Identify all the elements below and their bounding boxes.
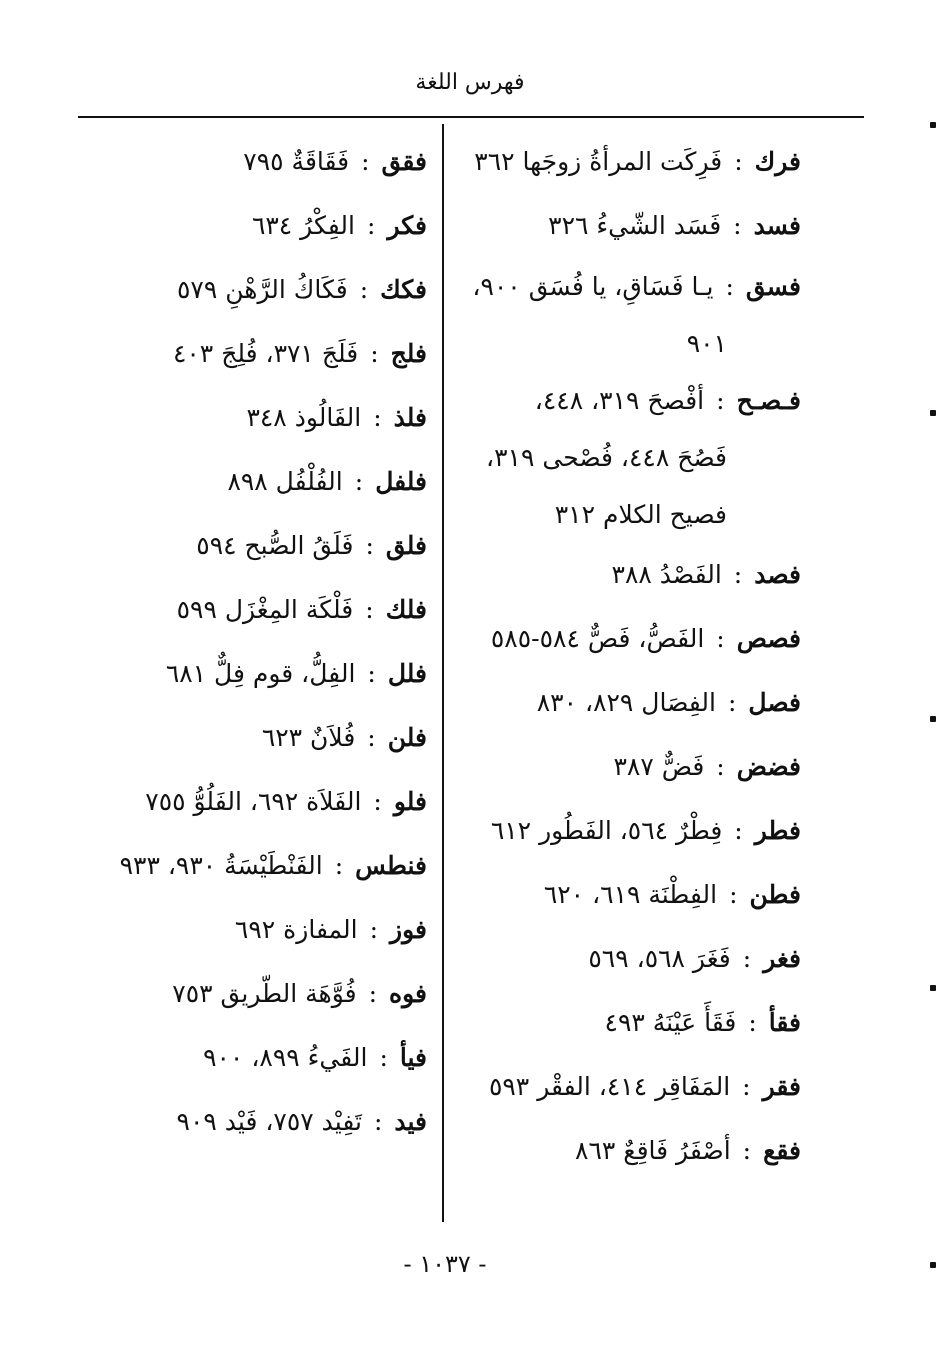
entry-text: الفُلْفُل ٨٩٨ <box>227 467 343 496</box>
index-entry <box>97 962 427 1026</box>
entry-separator: : <box>359 275 369 304</box>
entry-separator: : <box>370 339 379 368</box>
entry-separator: : <box>365 595 374 624</box>
index-entry <box>456 607 801 671</box>
entry-root: فيد <box>394 1107 427 1136</box>
index-entry <box>97 130 427 194</box>
entry-separator: : <box>733 211 742 240</box>
entry-text: فَكَاكُ الرَّهْنِ ٥٧٩ <box>176 275 348 304</box>
entry-text: الفَصُّ، فَصٌّ ٥٨٤-٥٨٥ <box>490 624 705 653</box>
entry-text: الفِلُّ، قوم فِلٌّ ٦٨١ <box>165 659 356 688</box>
index-entry <box>97 1090 427 1154</box>
entry-text: فُوَّهَة الطّريق ٧٥٣ <box>172 979 357 1008</box>
entry-text: الفِصَال ٨٢٩، ٨٣٠ <box>536 688 716 717</box>
entry-text: يـا فَسَاقِ، يا فُسَق ٩٠٠، <box>472 272 714 301</box>
entry-separator: : <box>716 624 725 653</box>
margin-mark <box>930 122 936 128</box>
index-entry <box>456 194 801 258</box>
entry-text: الفَيءُ ٨٩٩، ٩٠٠ <box>203 1043 368 1072</box>
entry-continuation: ٩٠١ <box>686 329 727 358</box>
entry-text: المفازة ٦٩٢ <box>234 915 358 944</box>
page-number: - ١٠٣٧ - <box>403 1250 487 1278</box>
page-header-title: فهرس اللغة <box>415 70 525 95</box>
entry-root: فلق <box>385 531 427 560</box>
entry-root: فكر <box>387 211 427 240</box>
entry-root: فقأ <box>768 1008 801 1037</box>
entry-separator: : <box>742 1072 751 1101</box>
entry-root: فقق <box>381 147 427 176</box>
margin-mark <box>930 1262 936 1268</box>
entry-root: فلفل <box>375 467 427 496</box>
column-divider <box>442 124 444 1222</box>
entry-text: الفَالُوذ ٣٤٨ <box>246 403 362 432</box>
index-entry <box>97 194 427 258</box>
entry-separator: : <box>742 1136 752 1165</box>
entry-root: فلك <box>385 595 427 624</box>
entry-separator: : <box>734 147 743 176</box>
entry-text: الفَنْطَيْسَةُ ٩٣٠، ٩٣٣ <box>119 851 323 880</box>
entry-root: فصص <box>736 624 801 653</box>
header-rule <box>78 116 864 118</box>
index-entry <box>456 1119 801 1183</box>
entry-separator: : <box>725 272 734 301</box>
entry-root: فلذ <box>393 403 427 432</box>
index-entry <box>456 1055 801 1119</box>
entry-root: فسد <box>753 211 801 240</box>
index-entry <box>97 706 427 770</box>
index-entry <box>97 1026 427 1090</box>
entry-root: فرك <box>754 147 801 176</box>
entry-separator: : <box>748 1008 757 1037</box>
entry-root: فصل <box>748 688 801 717</box>
entry-text: فَلْكَة المِغْزَل ٥٩٩ <box>176 595 354 624</box>
entry-text: فَقَأَ عَيْنَهُ ٤٩٣ <box>604 1008 737 1037</box>
entry-separator: : <box>733 560 743 589</box>
index-entry <box>97 450 427 514</box>
left-index-column <box>97 130 427 1154</box>
entry-root: فنطس <box>355 851 427 880</box>
entry-root: فوز <box>390 915 427 944</box>
entry-separator: : <box>729 880 738 909</box>
index-entry <box>97 514 427 578</box>
index-entry <box>456 735 801 799</box>
entry-separator: : <box>716 386 725 415</box>
index-entry <box>456 130 801 194</box>
entry-root: فلج <box>390 339 427 368</box>
entry-text: الفَصْدُ ٣٨٨ <box>611 560 722 589</box>
entry-separator: : <box>368 979 378 1008</box>
index-entry <box>456 671 801 735</box>
index-entry <box>456 372 801 429</box>
entry-continuation: فصيح الكلام ٣١٢ <box>554 500 727 529</box>
entry-root: فطن <box>749 880 801 909</box>
entry-root: فطر <box>754 816 801 845</box>
entry-root: فقر <box>762 1072 801 1101</box>
entry-root: فوه <box>389 979 427 1008</box>
entry-text: فَلَقُ الصُّبح ٥٩٤ <box>196 531 354 560</box>
entry-separator: : <box>373 1107 383 1136</box>
index-entry <box>97 770 427 834</box>
index-entry <box>97 258 427 322</box>
entry-continuation: فَصُحَ ٤٤٨، فُصْحى ٣١٩، <box>486 443 727 472</box>
entry-separator: : <box>354 467 364 496</box>
index-entry <box>97 322 427 386</box>
entry-separator: : <box>361 147 370 176</box>
index-entry <box>97 642 427 706</box>
entry-separator: : <box>727 688 737 717</box>
entry-text: أفْصحَ ٣١٩، ٤٤٨، <box>534 386 705 415</box>
entry-text: أصْفَرُ فَاقِعٌ ٨٦٣ <box>575 1136 731 1165</box>
index-entry <box>97 898 427 962</box>
entry-text: الفَلاَة ٦٩٢، الفَلُوُّ ٧٥٥ <box>145 787 362 816</box>
margin-mark <box>930 985 936 991</box>
right-index-column <box>456 130 801 1183</box>
entry-separator: : <box>379 1043 388 1072</box>
index-entry <box>456 927 801 991</box>
entry-separator: : <box>367 211 376 240</box>
entry-separator: : <box>373 403 382 432</box>
entry-text: فَضٌّ ٣٨٧ <box>613 752 705 781</box>
entry-root: فلن <box>387 723 427 752</box>
entry-text: فَرِكَت المرأةُ زوجَها ٣٦٢ <box>474 147 723 176</box>
index-entry <box>97 834 427 898</box>
entry-text: فَغَرَ ٥٦٨، ٥٦٩ <box>588 944 731 973</box>
entry-root: فسق <box>745 272 801 301</box>
index-entry <box>456 863 801 927</box>
entry-text: الفِطْنَة ٦١٩، ٦٢٠ <box>543 880 718 909</box>
entry-separator: : <box>365 531 374 560</box>
index-entry <box>97 578 427 642</box>
entry-separator: : <box>742 944 752 973</box>
entry-separator: : <box>716 752 725 781</box>
entry-separator: : <box>367 659 376 688</box>
entry-text: الفِكْرُ ٦٣٤ <box>251 211 355 240</box>
entry-separator: : <box>367 723 376 752</box>
index-entry <box>456 799 801 863</box>
index-entry <box>97 386 427 450</box>
entry-root: فكك <box>380 275 427 304</box>
entry-separator: : <box>334 851 344 880</box>
entry-text: فَقَاقَةٌ ٧٩٥ <box>243 147 350 176</box>
index-entry <box>456 991 801 1055</box>
entry-root: فقع <box>763 1136 801 1165</box>
margin-mark <box>930 410 936 416</box>
entry-root: فلل <box>387 659 427 688</box>
index-entry <box>456 543 801 607</box>
entry-text: تَفِيْد ٧٥٧، فَيْد ٩٠٩ <box>176 1107 362 1136</box>
entry-root: فـصـح <box>736 386 801 415</box>
entry-root: فغر <box>763 944 801 973</box>
entry-root: فلو <box>393 787 427 816</box>
entry-separator: : <box>734 816 743 845</box>
entry-text: فُلاَنٌ ٦٢٣ <box>261 723 356 752</box>
entry-root: فيأ <box>399 1043 427 1072</box>
entry-text: المَفَاقِر ٤١٤، الفقْر ٥٩٣ <box>488 1072 731 1101</box>
entry-root: فضض <box>736 752 801 781</box>
margin-mark <box>930 716 936 722</box>
index-entry <box>456 258 801 315</box>
entry-root: فصد <box>754 560 801 589</box>
entry-text: فَسَد الشّيءُ ٣٢٦ <box>548 211 722 240</box>
entry-text: فَلَجَ ٣٧١، فُلِجَ ٤٠٣ <box>172 339 359 368</box>
entry-text: فِطْرٌ ٥٦٤، الفَطُور ٦١٢ <box>490 816 723 845</box>
entry-separator: : <box>369 915 379 944</box>
entry-separator: : <box>373 787 382 816</box>
